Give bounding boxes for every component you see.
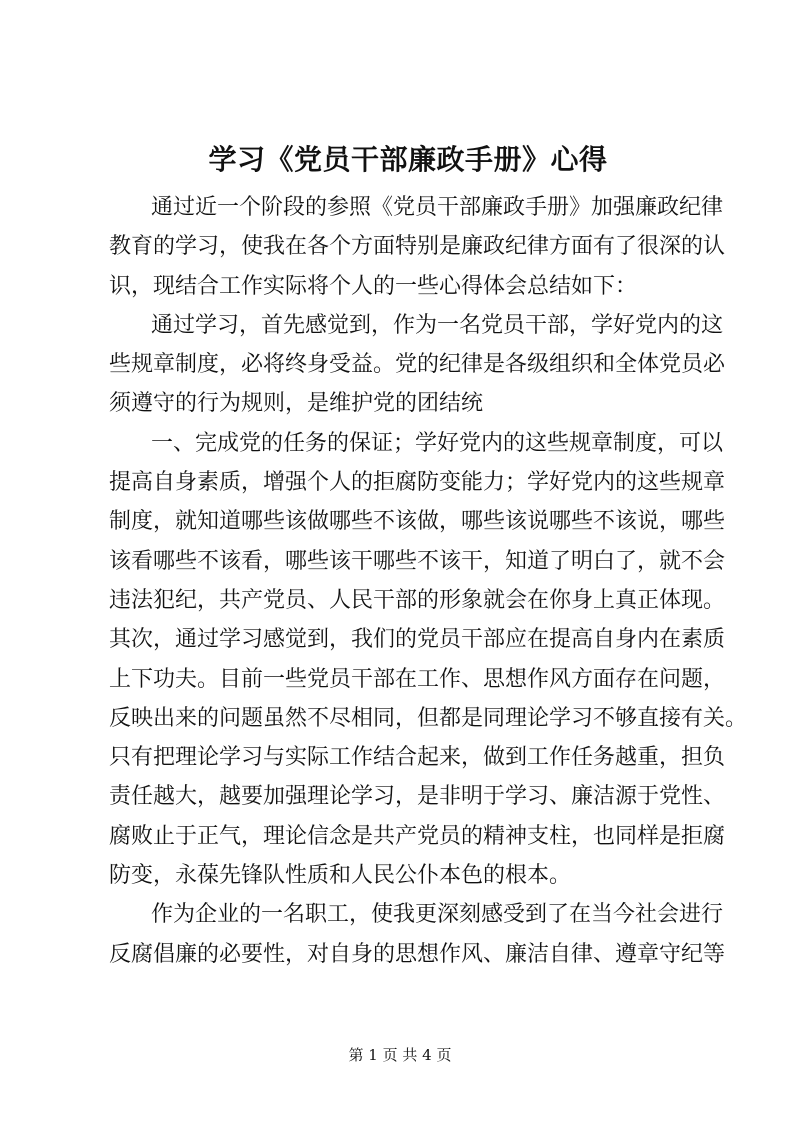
- text-line: 只有把理论学习与实际工作结合起来，做到工作任务越重，担负: [109, 745, 726, 771]
- page-title: 学习《党员干部廉政手册》心得: [208, 143, 608, 176]
- text-line: 其次，通过学习感觉到，我们的党员干部应在提高自身内在素质: [109, 627, 726, 653]
- text-line: 通过学习，首先感觉到，作为一名党员干部，学好党内的这: [151, 312, 724, 338]
- text-line: 反映出来的问题虽然不尽相同，但都是同理论学习不够直接有关。: [109, 705, 748, 731]
- paragraph: [109, 188, 726, 306]
- text-line: 该看哪些不该看，哪些该干哪些不该干，知道了明白了，就不会: [109, 548, 726, 574]
- text-line: 腐败止于正气，理论信念是共产党员的精神支柱，也同样是拒腐: [109, 823, 726, 849]
- paragraph: [109, 895, 726, 974]
- text-line: 通过近一个阶段的参照《党员干部廉政手册》加强廉政纪律: [151, 195, 724, 220]
- text-line: 教育的学习，使我在各个方面特别是廉政纪律方面有了很深的认: [109, 234, 726, 260]
- text-line: 上下功夫。目前一些党员干部在工作、思想作风方面存在问题，: [109, 666, 726, 692]
- text-line: 责任越大，越要加强理论学习，是非明于学习、廉洁源于党性、: [109, 784, 726, 810]
- text-line: 识，现结合工作实际将个人的一些心得体会总结如下：: [109, 273, 638, 299]
- document-body: [109, 188, 748, 974]
- text-line: 防变，永葆先锋队性质和人民公仆本色的根本。: [109, 863, 572, 889]
- text-line: 些规章制度，必将终身受益。党的纪律是各级组织和全体党员必: [109, 352, 726, 378]
- page-footer: 第 1 页 共 4 页: [348, 1046, 452, 1064]
- text-line: 制度，就知道哪些该做哪些不该做，哪些该说哪些不该说，哪些: [109, 509, 726, 535]
- text-line: 提高自身素质，增强个人的拒腐防变能力；学好党内的这些规章: [109, 470, 726, 496]
- paragraph: [109, 424, 748, 896]
- text-line: 反腐倡廉的必要性，对自身的思想作风、廉洁自律、遵章守纪等: [109, 941, 726, 967]
- text-line: 违法犯纪，共产党员、人民干部的形象就会在你身上真正体现。: [109, 587, 726, 613]
- paragraph: [109, 306, 726, 424]
- text-line: 须遵守的行为规则，是维护党的团结统: [109, 391, 484, 417]
- text-line: 作为企业的一名职工，使我更深刻感受到了在当今社会进行: [151, 902, 724, 928]
- text-line: 一、完成党的任务的保证；学好党内的这些规章制度，可以: [151, 430, 724, 456]
